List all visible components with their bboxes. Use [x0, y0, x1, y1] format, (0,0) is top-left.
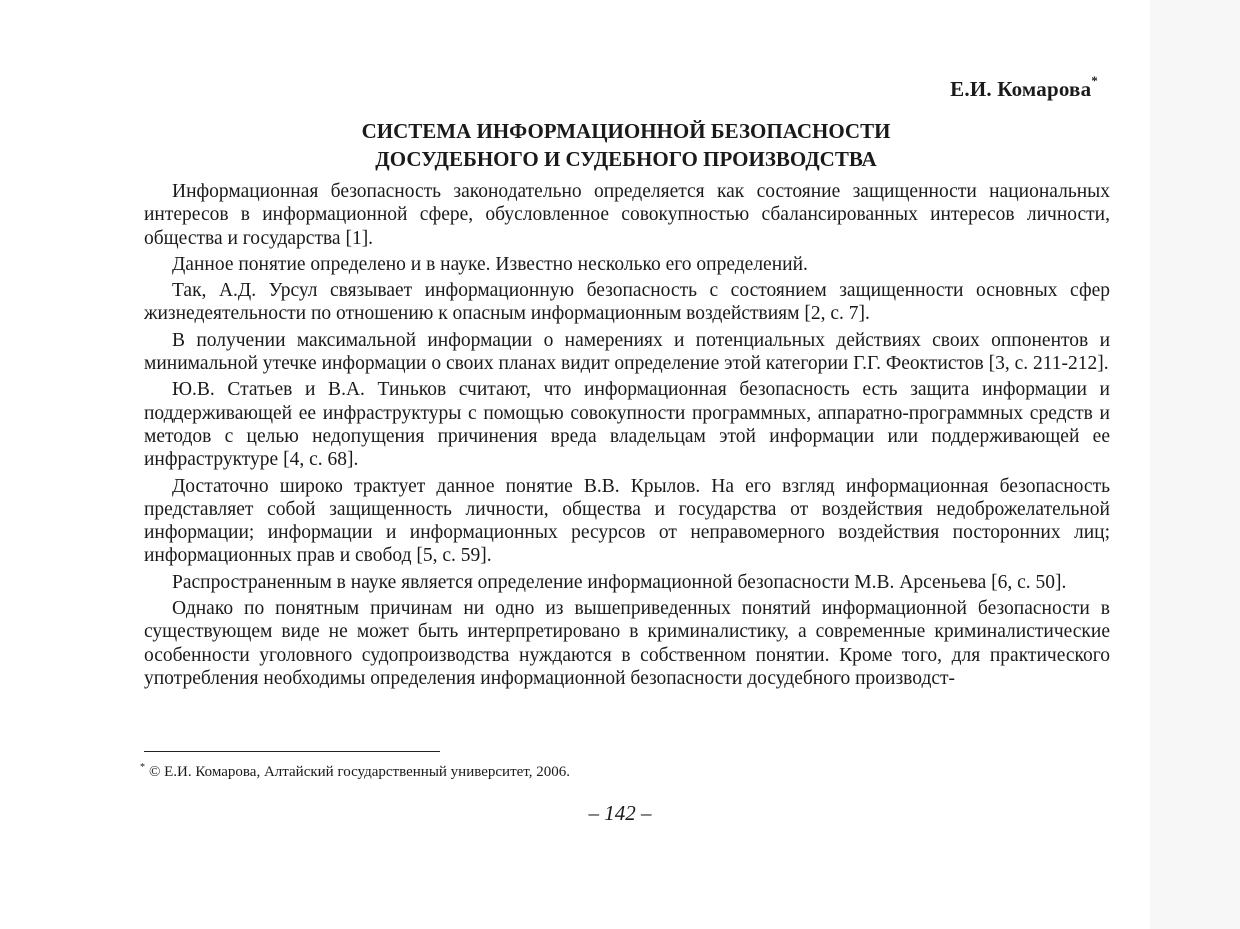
page-number: – 142 –: [588, 801, 652, 825]
article-body: [144, 180, 1110, 693]
page-edge-shade: [1150, 0, 1240, 929]
paragraph: Так, А.Д. Урсул связывает информационную безопасность с состоянием защищенности основных сфер жизнедеятельности по отношению к опасным информационным воздействиям [2, с. 7].: [144, 280, 1110, 325]
paragraph: Ю.В. Статьев и В.А. Тиньков считают, что информационная безопасность есть защита информации и поддерживающей ее инфраструктуры с помощью совокупности программных, аппаратно-программных средств и методов с целью недопущения причинения вреда владельцам этой информации или поддерживающей ее инфраструктуре [4, с. 68].: [144, 379, 1110, 471]
footnote-divider: [144, 751, 440, 752]
author-name-text: Е.И. Комарова: [950, 77, 1092, 101]
paragraph: Однако по понятным причинам ни одно из вышеприведенных понятий информационной безопасности в существующем виде не может быть интерпретировано в криминалистику, а современные криминалистические особенности уголовного судопроизводства нуждаются в собственном понятии. Кроме того, для практического употребления необходимы определения информационной безопасности досудебного производст-: [144, 598, 1110, 689]
author-name: [950, 73, 1098, 102]
footnote: [140, 764, 570, 781]
paragraph: В получении максимальной информации о намерениях и потенциальных действиях своих оппонентов и минимальной утечке информации о своих планах видит определение этой категории Г.Г. Феоктистов [3, с. 211-212].: [144, 329, 1110, 375]
author-footnote-mark: *: [1091, 73, 1098, 88]
article-title: [144, 117, 1108, 173]
title-line-1: СИСТЕМА ИНФОРМАЦИОННОЙ БЕЗОПАСНОСТИ: [361, 119, 891, 143]
paragraph: Информационная безопасность законодательно определяется как состояние защищенности национальных интересов в информационной сфере, обусловленное совокупностью сбалансированных интересов личности, общества и государства [1].: [144, 181, 1110, 249]
paragraph: Достаточно широко трактует данное понятие В.В. Крылов. На его взгляд информационная безопасность представляет собой защищенность личности, общества и государства от воздействия недоброжелательной информации; информации и информационных ресурсов от неправомерного воздействия посторонних лиц; информационных прав и свобод [5, с. 59].: [144, 475, 1110, 567]
footnote-mark: *: [140, 762, 145, 773]
title-line-2: ДОСУДЕБНОГО И СУДЕБНОГО ПРОИЗВОДСТВА: [375, 147, 877, 171]
paragraph: Данное понятие определено и в науке. Известно несколько его определений.: [172, 253, 808, 275]
paragraph: Распространенным в науке является определение информационной безопасности М.В. Арсеньева [6, с. 50].: [172, 571, 1067, 593]
footnote-text: © Е.И. Комарова, Алтайский государственный университет, 2006.: [149, 764, 570, 780]
